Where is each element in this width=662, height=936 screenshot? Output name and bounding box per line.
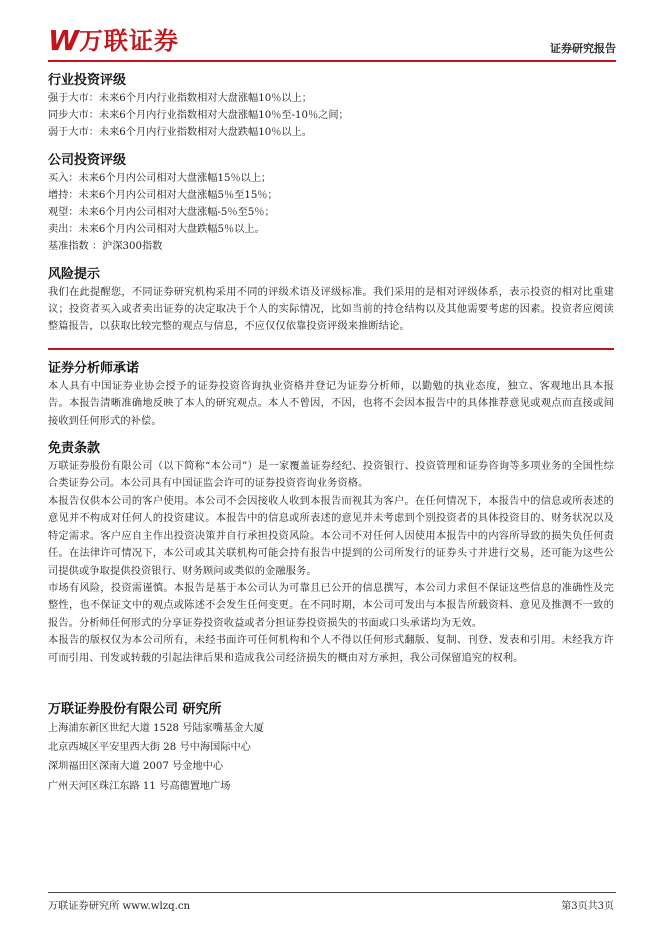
footer-website: 万联证券研究所 www.wlzq.cn: [48, 901, 191, 912]
disclaimer-paragraph: 市场有风险，投资需谨慎。本报告是基于本公司认为可靠且已公开的信息撰写，本公司力求但不保证这些信息的准确性及完整性，也不保证文中的观点或陈述不会发生任何变更。在不同时期，本公司可发出与本报告所载资料、意见及推测不一致的报告。分析师任何形式的分享证券投资收益或者分担证券投资损失的书面或口头承诺均为无效。: [48, 582, 614, 629]
company-logo: [48, 26, 179, 56]
page-content: [48, 72, 614, 796]
contact-company: 万联证券股份有限公司 研究所: [48, 701, 222, 717]
disclaimer-title: 免责条款: [48, 441, 101, 457]
analyst-text: 本人具有中国证券业协会授予的证券投资咨询执业资格并登记为证券分析师，以勤勉的执业态度，独立、客观地出具本报告。本报告清晰准确地反映了本人的研究观点。本人不曾因，不因，也将不会因本报告中的具体推荐意见或观点而直接或间接收到任何形式的补偿。: [48, 380, 614, 427]
address-guangzhou: 广州天河区珠江东路 11 号高德置地广场: [48, 780, 231, 792]
benchmark-index: 基准指数 ：沪深300指数: [48, 241, 163, 253]
page-header: [48, 26, 616, 60]
disclaimer-paragraph: 本报告仅供本公司的客户使用。本公司不会因接收人收到本报告而视其为客户。在任何情况下，本报告中的信息或所表述的意见并不构成对任何人的投资建议。本报告中的信息或所表述的意见并未考虑到个别投资者的具体投资目的、财务状况以及特定需求。客户应自主作出投资决策并自行承担投资风险。本公司不对任何人因使用本报告中的内容所导致的损失负任何责任。在法律许可情况下，本公司或其关联机构可能会持有报告中提到的公司所发行的证券头寸并进行交易，还可能为这些公司提供或争取提供投资银行、财务顾问或类似的金融服务。: [48, 495, 614, 577]
industry-rating-line: 强于大市：未来6个月内行业指数相对大盘涨幅10％以上；: [48, 93, 312, 104]
section-divider: [48, 348, 614, 350]
header-divider: [48, 60, 616, 62]
logo-mark: W: [48, 24, 77, 57]
address-beijing: 北京西城区平安里西大街 28 号中海国际中心: [48, 742, 251, 754]
address-shanghai: 上海浦东新区世纪大道 1528 号陆家嘴基金大厦: [48, 722, 264, 734]
industry-rating-line: 弱于大市：未来6个月内行业指数相对大盘跌幅10％以上。: [48, 127, 312, 139]
disclaimer-paragraph: 本报告的版权仅为本公司所有，未经书面许可任何机构和个人不得以任何形式翻版、复制、刊登、发表和引用。未经我方许可而引用、刊发或转载的引起法律后果和造成我公司经济损失的概由对方承担，我公司保留追究的权利。: [48, 635, 614, 664]
company-rating-line: 增持：未来6个月内公司相对大盘涨幅5％至15％；: [48, 189, 278, 201]
company-rating-line: 观望：未来6个月内公司相对大盘涨幅-5％至5％；: [48, 207, 275, 219]
risk-text: 我们在此提醒您，不同证券研究机构采用不同的评级术语及评级标准。我们采用的是相对评级体系，表示投资的相对比重建议；投资者买入或者卖出证券的决定取决于个人的实际情况，比如当前的持仓结构以及其他需要考虑的因素。投资者应阅读整篇报告，以获取比较完整的观点与信息，不应仅仅依靠投资评级来推断结论。: [48, 286, 614, 333]
company-rating-line: 卖出：未来6个月内公司相对大盘跌幅5％以上。: [48, 224, 265, 236]
disclaimer-paragraph: 万联证券股份有限公司（以下简称“本公司”）是一家覆盖证券经纪、投资银行、投资管理和证券咨询等多项业务的全国性综合类证券公司。本公司具有中国证监会许可的证券投资咨询业务资格。: [48, 461, 614, 490]
report-type-label: 证券研究报告: [550, 42, 616, 55]
company-rating-line: 买入：未来6个月内公司相对大盘涨幅15％以上；: [48, 172, 272, 184]
address-shenzhen: 深圳福田区深南大道 2007 号金地中心: [48, 761, 224, 773]
industry-rating-line: 同步大市：未来6个月内行业指数相对大盘涨幅10％至-10％之间；: [48, 110, 349, 122]
footer-divider: [48, 892, 616, 893]
page-number: 第3页共3页: [561, 901, 614, 912]
company-rating-title: 公司投资评级: [48, 152, 127, 168]
logo-text: 万联证券: [78, 27, 179, 55]
analyst-title: 证券分析师承诺: [48, 360, 140, 376]
industry-rating-title: 行业投资评级: [48, 73, 127, 88]
risk-title: 风险提示: [48, 266, 101, 282]
